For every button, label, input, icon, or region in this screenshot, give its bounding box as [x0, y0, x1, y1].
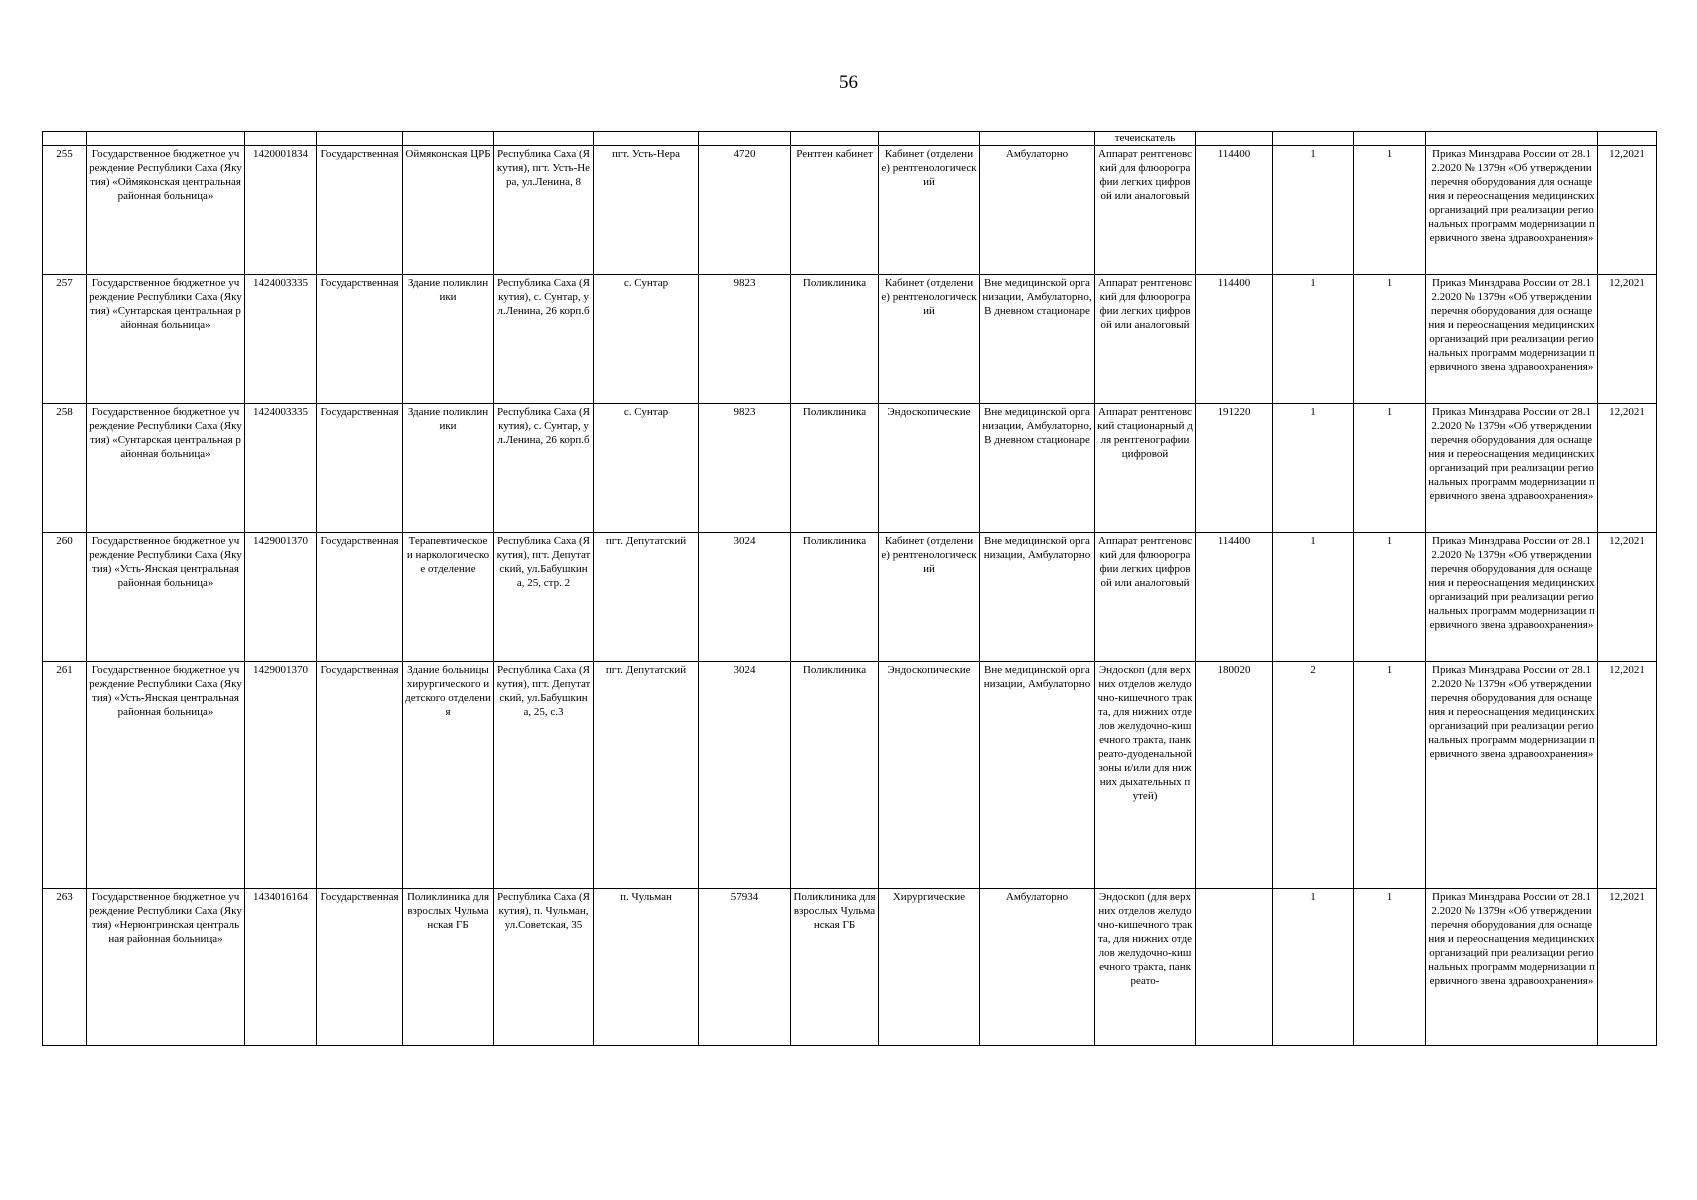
- cell-building: Поликлиника для взрослых Чульманская ГБ: [403, 889, 494, 1046]
- cell-equipment: Эндоскоп (для верхних отделов желудочно-кишечного тракта, для нижних отделов желудочно-кишечного тракта, панкреато-дуоденальной зоны и/или для нижних дыхательных путей): [1095, 662, 1196, 889]
- cell-population: [699, 132, 791, 146]
- cell-basis: [1426, 132, 1598, 146]
- cell-equipment: течеискатель: [1095, 132, 1196, 146]
- cell-org: Государственное бюджетное учреждение Республики Саха (Якутия) «Оймяконская центральная районная больница»: [87, 146, 245, 275]
- cell-org: Государственное бюджетное учреждение Республики Саха (Якутия) «Усть-Янская центральная районная больница»: [87, 662, 245, 889]
- cell-deadline: [1598, 132, 1657, 146]
- cell-qty-plan: 1: [1354, 662, 1426, 889]
- cell-code: [245, 132, 317, 146]
- cell-code: 1424003335: [245, 404, 317, 533]
- cell-qty-plan: 1: [1354, 533, 1426, 662]
- cell-population: 4720: [699, 146, 791, 275]
- cell-unit: Поликлиника: [791, 533, 879, 662]
- cell-org: Государственное бюджетное учреждение Республики Саха (Якутия) «Сунтарская центральная районная больница»: [87, 275, 245, 404]
- cell-conditions: [980, 132, 1095, 146]
- cell-org: Государственное бюджетное учреждение Республики Саха (Якутия) «Усть-Янская центральная районная больница»: [87, 533, 245, 662]
- cell-population: 57934: [699, 889, 791, 1046]
- cell-conditions: Вне медицинской организации, Амбулаторно: [980, 533, 1095, 662]
- cell-basis: Приказ Минздрава России от 28.12.2020 № 1379н «Об утверждении перечня оборудования для оснащения и переоснащения медицинских организаций при реализации региональных программ модернизации первичного звена здравоохранения»: [1426, 146, 1598, 275]
- cell-department: Кабинет (отделение) рентгенологический: [879, 275, 980, 404]
- cell-qty-plan: 1: [1354, 889, 1426, 1046]
- cell-qty-need: 1: [1273, 146, 1354, 275]
- cell-equipment: Аппарат рентгеновский для флюорографии легких цифровой или аналоговый: [1095, 146, 1196, 275]
- cell-conditions: Амбулаторно: [980, 146, 1095, 275]
- table-row: [43, 533, 1657, 662]
- table-row: [43, 275, 1657, 404]
- cell-code: 1434016164: [245, 889, 317, 1046]
- cell-settlement: п. Чульман: [594, 889, 699, 1046]
- cell-equipment: Аппарат рентгеновский для флюорографии легких цифровой или аналоговый: [1095, 533, 1196, 662]
- cell-basis: Приказ Минздрава России от 28.12.2020 № 1379н «Об утверждении перечня оборудования для оснащения и переоснащения медицинских организаций при реализации региональных программ модернизации первичного звена здравоохранения»: [1426, 889, 1598, 1046]
- cell-building: Здание поликлиники: [403, 404, 494, 533]
- cell-code: 1429001370: [245, 533, 317, 662]
- cell-qty-need: 1: [1273, 889, 1354, 1046]
- table-row: [43, 146, 1657, 275]
- cell-code: 1429001370: [245, 662, 317, 889]
- cell-basis: Приказ Минздрава России от 28.12.2020 № 1379н «Об утверждении перечня оборудования для оснащения и переоснащения медицинских организаций при реализации региональных программ модернизации первичного звена здравоохранения»: [1426, 533, 1598, 662]
- cell-nomenclature: 180020: [1196, 662, 1273, 889]
- cell-org: Государственное бюджетное учреждение Республики Саха (Якутия) «Нерюнгринская центральная районная больница»: [87, 889, 245, 1046]
- cell-conditions: Амбулаторно: [980, 889, 1095, 1046]
- equipment-table: [42, 131, 1657, 1046]
- cell-qty-need: 1: [1273, 275, 1354, 404]
- cell-num: 255: [43, 146, 87, 275]
- cell-basis: Приказ Минздрава России от 28.12.2020 № 1379н «Об утверждении перечня оборудования для оснащения и переоснащения медицинских организаций при реализации региональных программ модернизации первичного звена здравоохранения»: [1426, 275, 1598, 404]
- cell-deadline: 12,2021: [1598, 889, 1657, 1046]
- cell-qty-need: 2: [1273, 662, 1354, 889]
- cell-department: Кабинет (отделение) рентгенологический: [879, 533, 980, 662]
- cell-conditions: Вне медицинской организации, Амбулаторно, В дневном стационаре: [980, 404, 1095, 533]
- cell-ownership: Государственная: [317, 533, 403, 662]
- cell-deadline: 12,2021: [1598, 275, 1657, 404]
- cell-org: [87, 132, 245, 146]
- cell-code: 1424003335: [245, 275, 317, 404]
- cell-unit: [791, 132, 879, 146]
- cell-department: Эндоскопические: [879, 404, 980, 533]
- cell-nomenclature: 114400: [1196, 146, 1273, 275]
- table-row-continuation: [43, 132, 1657, 146]
- cell-settlement: [594, 132, 699, 146]
- cell-basis: Приказ Минздрава России от 28.12.2020 № 1379н «Об утверждении перечня оборудования для оснащения и переоснащения медицинских организаций при реализации региональных программ модернизации первичного звена здравоохранения»: [1426, 662, 1598, 889]
- cell-address: Республика Саха (Якутия), с. Сунтар, ул.Ленина, 26 корп.б: [494, 275, 594, 404]
- cell-deadline: 12,2021: [1598, 404, 1657, 533]
- cell-department: [879, 132, 980, 146]
- cell-population: 3024: [699, 533, 791, 662]
- cell-settlement: пгт. Усть-Нера: [594, 146, 699, 275]
- cell-nomenclature: [1196, 889, 1273, 1046]
- cell-nomenclature: 191220: [1196, 404, 1273, 533]
- cell-building: Здание поликлиники: [403, 275, 494, 404]
- cell-qty-plan: [1354, 132, 1426, 146]
- cell-conditions: Вне медицинской организации, Амбулаторно, В дневном стационаре: [980, 275, 1095, 404]
- cell-num: [43, 132, 87, 146]
- cell-department: Хирургические: [879, 889, 980, 1046]
- cell-ownership: Государственная: [317, 662, 403, 889]
- cell-equipment: Эндоскоп (для верхних отделов желудочно-кишечного тракта, для нижних отделов желудочно-кишечного тракта, панкреато-: [1095, 889, 1196, 1046]
- cell-num: 258: [43, 404, 87, 533]
- cell-num: 257: [43, 275, 87, 404]
- page-number: 56: [839, 72, 858, 93]
- cell-unit: Рентген кабинет: [791, 146, 879, 275]
- cell-qty-need: 1: [1273, 404, 1354, 533]
- cell-ownership: Государственная: [317, 275, 403, 404]
- table-row: [43, 662, 1657, 889]
- cell-department: Кабинет (отделение) рентгенологический: [879, 146, 980, 275]
- cell-num: 263: [43, 889, 87, 1046]
- cell-ownership: Государственная: [317, 146, 403, 275]
- cell-qty-plan: 1: [1354, 146, 1426, 275]
- cell-settlement: с. Сунтар: [594, 404, 699, 533]
- cell-nomenclature: [1196, 132, 1273, 146]
- cell-qty-plan: 1: [1354, 404, 1426, 533]
- cell-ownership: Государственная: [317, 889, 403, 1046]
- cell-settlement: пгт. Депутатский: [594, 533, 699, 662]
- cell-settlement: с. Сунтар: [594, 275, 699, 404]
- cell-num: 261: [43, 662, 87, 889]
- cell-code: 1420001834: [245, 146, 317, 275]
- cell-org: Государственное бюджетное учреждение Республики Саха (Якутия) «Сунтарская центральная районная больница»: [87, 404, 245, 533]
- cell-deadline: 12,2021: [1598, 146, 1657, 275]
- cell-building: Оймяконская ЦРБ: [403, 146, 494, 275]
- cell-department: Эндоскопические: [879, 662, 980, 889]
- cell-deadline: 12,2021: [1598, 662, 1657, 889]
- cell-population: 9823: [699, 275, 791, 404]
- cell-address: Республика Саха (Якутия), пгт. Депутатский, ул.Бабушкина, 25, с.3: [494, 662, 594, 889]
- cell-equipment: Аппарат рентгеновский стационарный для рентгенографии цифровой: [1095, 404, 1196, 533]
- cell-population: 9823: [699, 404, 791, 533]
- cell-address: Республика Саха (Якутия), пгт. Депутатский, ул.Бабушкина, 25, стр. 2: [494, 533, 594, 662]
- cell-unit: Поликлиника для взрослых Чульманская ГБ: [791, 889, 879, 1046]
- cell-address: Республика Саха (Якутия), пгт. Усть-Нера, ул.Ленина, 8: [494, 146, 594, 275]
- cell-qty-need: 1: [1273, 533, 1354, 662]
- cell-address: Республика Саха (Якутия), с. Сунтар, ул.Ленина, 26 корп.б: [494, 404, 594, 533]
- cell-address: Республика Саха (Якутия), п. Чульман, ул.Советская, 35: [494, 889, 594, 1046]
- cell-qty-plan: 1: [1354, 275, 1426, 404]
- cell-deadline: 12,2021: [1598, 533, 1657, 662]
- cell-unit: Поликлиника: [791, 275, 879, 404]
- cell-building: Терапевтическое и наркологическое отделение: [403, 533, 494, 662]
- table-row: [43, 404, 1657, 533]
- cell-ownership: [317, 132, 403, 146]
- cell-num: 260: [43, 533, 87, 662]
- cell-nomenclature: 114400: [1196, 275, 1273, 404]
- cell-population: 3024: [699, 662, 791, 889]
- cell-unit: Поликлиника: [791, 662, 879, 889]
- cell-conditions: Вне медицинской организации, Амбулаторно: [980, 662, 1095, 889]
- cell-nomenclature: 114400: [1196, 533, 1273, 662]
- cell-address: [494, 132, 594, 146]
- cell-ownership: Государственная: [317, 404, 403, 533]
- cell-building: Здание больницы хирургического и детского отделения: [403, 662, 494, 889]
- cell-equipment: Аппарат рентгеновский для флюорографии легких цифровой или аналоговый: [1095, 275, 1196, 404]
- cell-unit: Поликлиника: [791, 404, 879, 533]
- cell-qty-need: [1273, 132, 1354, 146]
- table-row: [43, 889, 1657, 1046]
- cell-settlement: пгт. Депутатский: [594, 662, 699, 889]
- cell-building: [403, 132, 494, 146]
- cell-basis: Приказ Минздрава России от 28.12.2020 № 1379н «Об утверждении перечня оборудования для оснащения и переоснащения медицинских организаций при реализации региональных программ модернизации первичного звена здравоохранения»: [1426, 404, 1598, 533]
